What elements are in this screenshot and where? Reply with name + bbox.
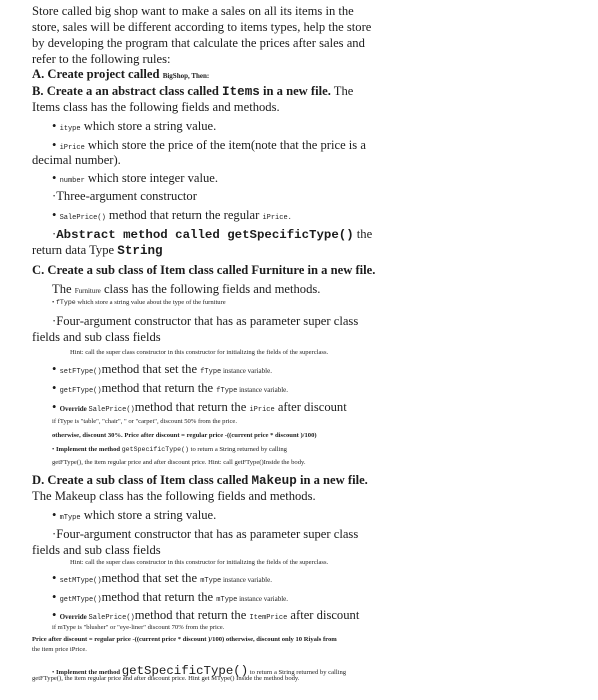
section-d-heading: [32, 473, 368, 488]
getmtype-small: instance variable.: [237, 595, 289, 603]
c-rule-2: [52, 432, 317, 439]
c-field-ftype: [52, 299, 226, 306]
d-rule-2-text: Price after discount = regular price -((current price * discount )/100) otherwise, discount only 10 Riyals from: [32, 636, 337, 643]
d-rule-2: [32, 636, 337, 643]
b-field-number: [52, 171, 218, 186]
getmtype-code: getMType(): [59, 596, 102, 604]
c-getftype: [52, 381, 288, 396]
c-hint-text: Hint: call the super class constructor in this constructor for initializing the fields of the superclass.: [70, 349, 329, 356]
bullet: ·: [52, 189, 57, 203]
ftype-ref: fType: [200, 368, 222, 376]
section-b-title: B. Create a an abstract class called: [32, 84, 223, 98]
section-a-heading: [32, 67, 209, 82]
override-desc-end-d: after discount: [287, 608, 360, 622]
d-rule-1-text: if mType is "blusher" or "eye-liner" discount 70% from the price.: [52, 624, 225, 631]
getspecifictype-code-d: getSpecificType(): [121, 664, 249, 678]
b-abstract-method-cont: [32, 243, 163, 258]
c-constructor-text-cont: fields and sub class fields: [32, 330, 161, 344]
d-hint: [70, 559, 328, 566]
c-intro-1: The: [52, 282, 75, 296]
override-label: Override: [59, 405, 89, 413]
intro-text-3: by developing the program that calculate the prices after sales and: [32, 36, 365, 50]
implement-desc-d: to return a String returned by calling: [248, 669, 347, 676]
saleprice-code: SalePrice(): [59, 214, 106, 222]
implement-label-d: Implement the method: [55, 669, 122, 676]
ftype-desc: which store a string value about the type of the furniture: [75, 299, 226, 306]
d-rule-3-text: the item price iPrice.: [32, 646, 87, 653]
bullet: •: [52, 508, 60, 522]
c-hint: [70, 349, 328, 356]
bullet: ·: [52, 227, 57, 241]
saleprice-code-c: SalePrice(): [88, 406, 135, 414]
section-a-title: A. Create project called: [32, 67, 163, 81]
items-class-name: Items: [222, 85, 260, 99]
bullet: •: [52, 119, 60, 133]
setftype-small: instance variable.: [221, 367, 272, 375]
bullet: ·: [52, 314, 57, 328]
d-field-mtype: [52, 508, 216, 523]
number-desc: which store integer value.: [84, 171, 219, 185]
section-c-intro: [52, 282, 320, 297]
mtype-ref: mType: [200, 577, 222, 585]
override-label-d: Override: [59, 613, 89, 621]
c-constructor-cont: [32, 330, 161, 345]
section-d-intro: [32, 489, 316, 504]
intro-line-1: [32, 4, 354, 19]
getspecifictype-code: getSpecificType(): [121, 446, 189, 453]
c-implement-cont: [52, 459, 306, 466]
c-constructor: [52, 314, 358, 329]
iprice-ref: iPrice.: [262, 214, 292, 222]
intro-text-1: Store called big shop want to make a sales on all its items in the: [32, 4, 354, 18]
section-b-title-end: in a new file.: [259, 84, 331, 98]
b-field-iprice-cont: [32, 153, 121, 168]
furniture-small: Furniture: [74, 287, 101, 295]
c-setftype: [52, 362, 272, 377]
intro-text-2: store, sales will be different according to items types, help the store: [32, 20, 372, 34]
ftype-ref-2: fType: [216, 387, 238, 395]
setftype-code: setFType(): [59, 368, 102, 376]
section-d-title: D. Create a sub class of Item class called: [32, 473, 252, 487]
iprice-code: iPrice: [59, 144, 85, 152]
b-saleprice: [52, 208, 292, 223]
implement-desc-cont-d: getFType(), the item regular price and after discount price. Hint get MType() Inside the method body.: [32, 675, 300, 682]
d-constructor: [52, 527, 358, 542]
b-field-iprice: [52, 138, 366, 153]
c-rule-2-text: otherwise, discount 30%. Price after discount = regular price -((current price * discount )/100): [52, 432, 317, 439]
override-desc-end: after discount: [274, 400, 347, 414]
getmtype-desc: method that return the: [101, 590, 217, 604]
bullet: •: [52, 208, 60, 222]
c-intro-2: class has the following fields and methods.: [100, 282, 321, 296]
d-constructor-cont: [32, 543, 161, 558]
section-b-intro: [32, 100, 280, 115]
setftype-desc: method that set the: [101, 362, 201, 376]
c-implement: [52, 446, 287, 453]
ftype-code: fType: [55, 299, 76, 306]
setmtype-desc: method that set the: [101, 571, 201, 585]
intro-line-4: [32, 52, 171, 67]
getftype-desc: method that return the: [101, 381, 217, 395]
d-hint-text: Hint: call the super class constructor in this constructor for initializing the fields of the superclass.: [70, 559, 329, 566]
bullet: •: [52, 669, 56, 676]
bullet: •: [52, 171, 60, 185]
d-setmtype: [52, 571, 272, 586]
itype-code: itype: [59, 125, 81, 133]
bullet: •: [52, 362, 60, 376]
iprice-desc: which store the price of the item(note that the price is a: [84, 138, 366, 152]
bullet: •: [52, 446, 56, 453]
iprice-ref-c: iPrice: [249, 406, 275, 414]
d-rule-1: [52, 624, 224, 631]
project-name: BigShop, Then:: [162, 72, 210, 80]
implement-desc-cont: getFType(), the item regular price and after discount price. Hint: call getFType()Inside the body.: [52, 459, 306, 466]
saleprice-code-d: SalePrice(): [88, 614, 135, 622]
return-type-label: return data Type: [32, 243, 118, 257]
iprice-desc-cont: decimal number).: [32, 153, 121, 167]
saleprice-desc: method that return the regular: [105, 208, 263, 222]
section-d-title-end: in a new file.: [296, 473, 368, 487]
intro-line-2: [32, 20, 371, 35]
bullet: •: [52, 138, 60, 152]
abstract-method-desc: the: [353, 227, 373, 241]
makeup-class-name: Makeup: [251, 474, 297, 488]
d-override-saleprice: [52, 608, 359, 623]
section-b-heading: [32, 84, 353, 99]
c-constructor-text: Four-argument constructor that has as parameter super class: [56, 314, 359, 328]
c-override-saleprice: [52, 400, 347, 415]
getftype-small: instance variable.: [237, 386, 289, 394]
override-desc: method that return the: [134, 400, 250, 414]
implement-label: Implement the method: [55, 446, 122, 453]
intro-text-4: refer to the following rules:: [32, 52, 171, 66]
bullet: •: [52, 299, 56, 306]
section-c-heading: [32, 263, 375, 278]
bullet: •: [52, 608, 60, 622]
d-getmtype: [52, 590, 288, 605]
number-code: number: [59, 177, 85, 185]
bullet: •: [52, 400, 60, 414]
mtype-desc: which store a string value.: [80, 508, 217, 522]
section-b-intro-text: Items class has the following fields and methods.: [32, 100, 280, 114]
mtype-code: mType: [59, 514, 81, 522]
d-implement-cont: [32, 675, 299, 682]
itemprice-ref: ItemPrice: [249, 614, 288, 622]
bullet: •: [52, 590, 60, 604]
c-rule-1-text: if fType is "table", "chair", " or "carpet", discount 50% from the price.: [52, 418, 237, 425]
bullet: •: [52, 381, 60, 395]
b-abstract-method: [52, 227, 372, 242]
override-desc-d: method that return the: [134, 608, 250, 622]
itype-desc: which store a string value.: [80, 119, 217, 133]
section-d-intro-text: The Makeup class has the following fields and methods.: [32, 489, 316, 503]
setmtype-code: setMType(): [59, 577, 102, 585]
abstract-method-code: Abstract method called getSpecificType(): [56, 228, 354, 242]
b-constructor: [52, 189, 197, 204]
b-field-itype: [52, 119, 216, 134]
intro-line-3: [32, 36, 365, 51]
b-constructor-text: Three-argument constructor: [56, 189, 197, 203]
section-c-title: C. Create a sub class of Item class called Furniture in a new file.: [32, 263, 376, 277]
setmtype-small: instance variable.: [221, 576, 272, 584]
section-b-tail: The: [330, 84, 354, 98]
getftype-code: getFType(): [59, 387, 102, 395]
return-type-code: String: [117, 244, 163, 258]
implement-desc: to return a String returned by calling: [189, 446, 287, 453]
d-constructor-text-cont: fields and sub class fields: [32, 543, 161, 557]
d-rule-3: [32, 646, 87, 653]
d-constructor-text: Four-argument constructor that has as parameter super class: [56, 527, 359, 541]
mtype-ref-2: mType: [216, 596, 238, 604]
c-rule-1: [52, 418, 237, 425]
bullet: ·: [52, 527, 57, 541]
bullet: •: [52, 571, 60, 585]
